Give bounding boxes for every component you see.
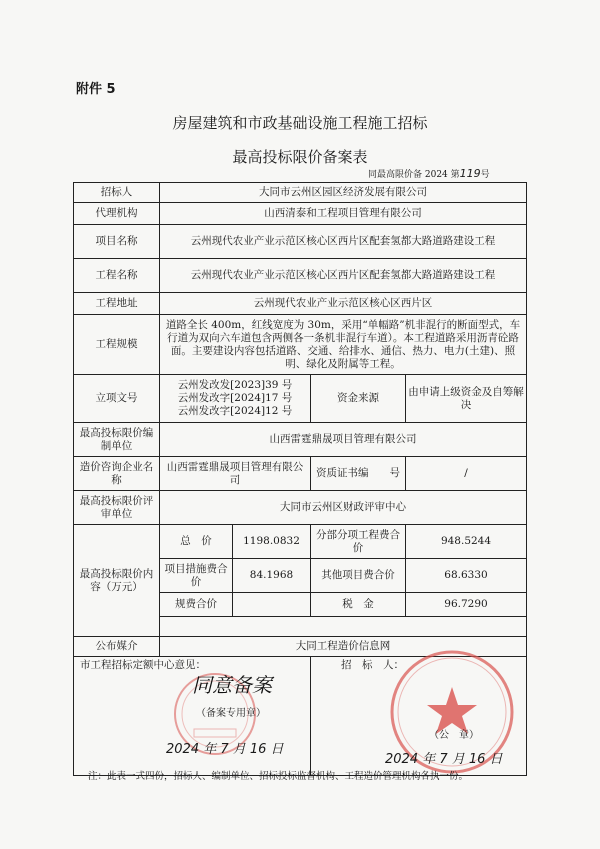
fee-value [233, 593, 311, 617]
page-title: 房屋建筑和市政基础设施工程施工招标 [172, 114, 428, 132]
row-signatures [74, 657, 527, 776]
center-opinion-label: 市工程招标定额中心意见： [80, 659, 206, 671]
review-value: 大同市云州区财政评审中心 [160, 491, 527, 525]
record-number [368, 167, 490, 180]
row-scale [74, 315, 527, 375]
engineering-label: 工程名称 [74, 259, 160, 293]
fund-value: 由申请上级资金及自筹解决 [406, 375, 527, 423]
project-label: 项目名称 [74, 225, 160, 259]
engineering-value: 云州现代农业产业示范区核心区西片区配套氢都大路道路建设工程 [160, 259, 527, 293]
center-handwriting: 同意备案 [192, 673, 272, 697]
project-value: 云州现代农业产业示范区核心区西片区配套氢都大路道路建设工程 [160, 225, 527, 259]
row-compile [74, 423, 527, 457]
record-prefix: 同最高限价备 2024 第 [368, 170, 460, 180]
media-label: 公布媒介 [74, 637, 160, 657]
approval-line-1: 云州发改发[2023]39 号 [177, 379, 293, 391]
agent-label: 代理机构 [74, 203, 160, 225]
compile-value: 山西雷霆鼎晟项目管理有限公司 [160, 423, 527, 457]
record-number-value: 119 [459, 167, 481, 180]
cert-label: 资质证书编 号 [311, 457, 406, 491]
measure-value: 84.1968 [233, 559, 311, 593]
other-label: 其他项目费合价 [311, 559, 406, 593]
location-label: 工程地址 [74, 293, 160, 315]
row-review [74, 491, 527, 525]
attachment-label: 附件 5 [76, 82, 116, 97]
center-opinion-cell [74, 657, 311, 776]
review-label: 最高投标限价评审单位 [74, 491, 160, 525]
other-value: 68.6330 [406, 559, 527, 593]
approval-label: 立项文号 [74, 375, 160, 423]
scale-value: 道路全长 400m，红线宽度为 30m，采用“单幅路”机非混行的断面型式，车行道为双向六车道包含两侧各一条机非混行车道）。本工程道路采用沥青砼路面。主要建设内容包括道路、交通、给排水、通信、热力、电力(土建)、照明、绿化及附属等工程。 [160, 315, 527, 375]
tax-value: 96.7290 [406, 593, 527, 617]
media-value: 大同工程造价信息网 [160, 637, 527, 657]
row-location [74, 293, 527, 315]
location-value: 云州现代农业产业示范区核心区西片区 [160, 293, 527, 315]
row-consult [74, 457, 527, 491]
row-bidder [74, 183, 527, 203]
bidder-value: 大同市云州区园区经济发展有限公司 [160, 183, 527, 203]
bidder-label: 招标人 [74, 183, 160, 203]
bidder-date: 2024 年 7 月 16 日 [385, 752, 503, 767]
row-approval [74, 375, 527, 423]
scale-label: 工程规模 [74, 315, 160, 375]
approval-value [160, 375, 311, 423]
limit-label: 最高投标限价内容（万元） [74, 525, 160, 637]
footer-note: 注：此表一式四份，招标人、编制单位、招标投标监督机构、工程造价管理机构各执一份。 [88, 771, 469, 782]
bidder-sign-label: 招 标 人： [341, 659, 404, 671]
record-suffix: 号 [480, 170, 490, 180]
bidder-sign-cell [311, 657, 527, 776]
measure-label: 项目措施费合 价 [160, 559, 233, 593]
cert-value: / [406, 457, 527, 491]
total-label: 总 价 [160, 525, 233, 559]
row-agent [74, 203, 527, 225]
consult-value: 山西雷霆鼎晟项目管理有限公司 [160, 457, 311, 491]
compile-label: 最高投标限价编制单位 [74, 423, 160, 457]
tax-label: 税 金 [311, 593, 406, 617]
approval-line-3: 云州发改字[2024]12 号 [177, 405, 293, 417]
subitem-value: 948.5244 [406, 525, 527, 559]
row-project [74, 225, 527, 259]
row-total [74, 525, 527, 559]
row-engineering [74, 259, 527, 293]
consult-label: 造价咨询企业名称 [74, 457, 160, 491]
approval-line-2: 云州发改字[2024]17 号 [177, 392, 293, 404]
record-table [73, 182, 527, 776]
agent-value: 山西清泰和工程项目管理有限公司 [160, 203, 527, 225]
page-subtitle: 最高投标限价备案表 [232, 148, 368, 166]
center-seal-note: （备案专用章） [196, 708, 266, 719]
fee-label: 规费合价 [160, 593, 233, 617]
bidder-seal-note: （公 章） [429, 730, 479, 741]
empty-cell [160, 617, 527, 637]
fund-label: 资金来源 [311, 375, 406, 423]
center-date: 2024 年 7 月 16 日 [166, 742, 284, 757]
total-value: 1198.0832 [233, 525, 311, 559]
subitem-label: 分部分项工程费合价 [311, 525, 406, 559]
